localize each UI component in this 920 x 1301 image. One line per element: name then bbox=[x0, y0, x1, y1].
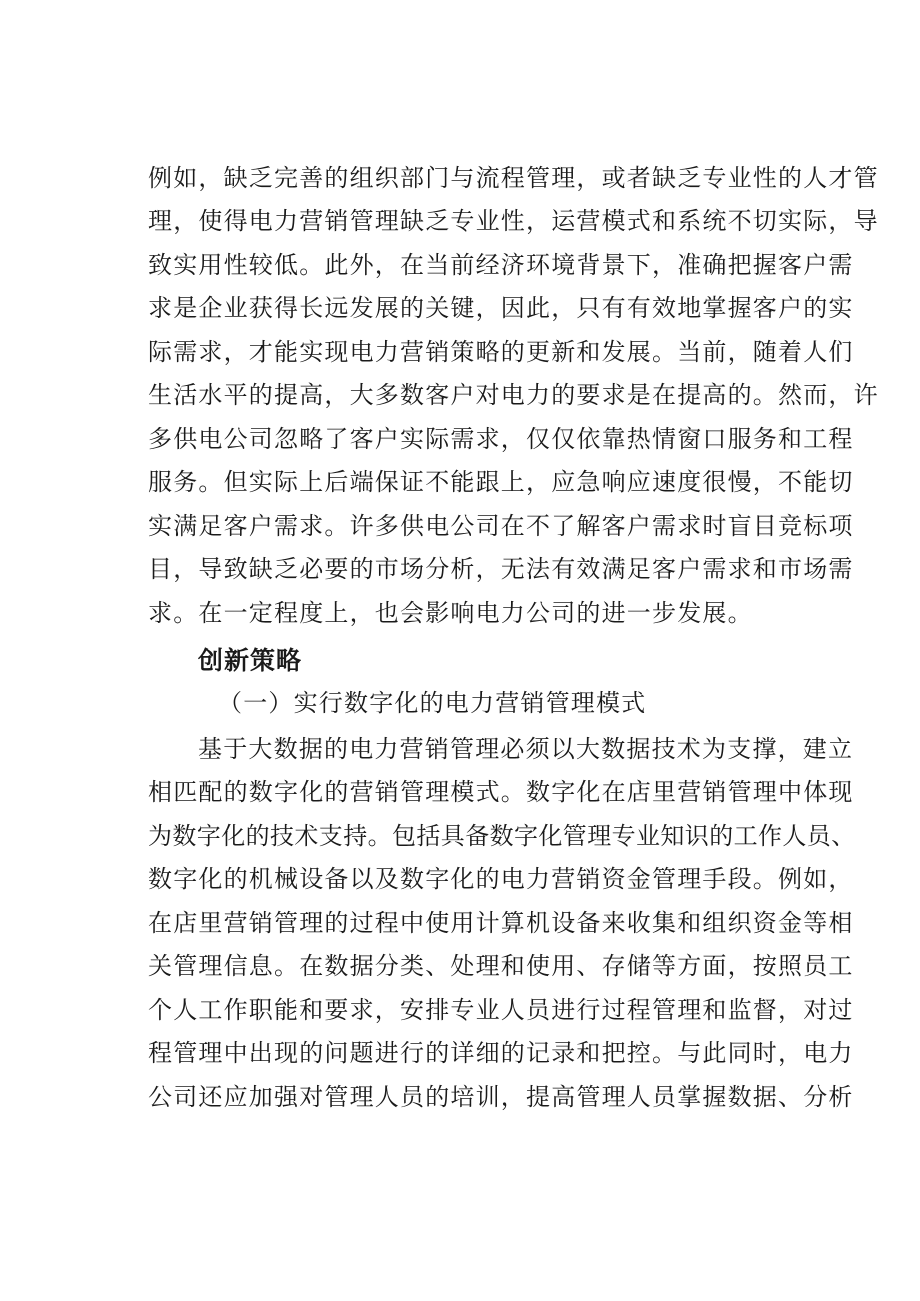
paragraph-1-line-10: 目，导致缺乏必要的市场分析，无法有效满足客户需求和市场需 bbox=[148, 555, 854, 583]
paragraph-1-line-9: 实满足客户需求。许多供电公司在不了解客户需求时盲目竞标项 bbox=[148, 512, 854, 540]
paragraph-1-line-1: 例如，缺乏完善的组织部门与流程管理，或者缺乏专业性的人才管 bbox=[148, 164, 879, 192]
paragraph-1-line-5: 际需求，才能实现电力营销策略的更新和发展。当前，随着人们 bbox=[148, 338, 854, 366]
paragraph-2-line-7: 个人工作职能和要求，安排专业人员进行过程管理和监督，对过 bbox=[148, 996, 854, 1024]
paragraph-2-line-1: 基于大数据的电力营销管理必须以大数据技术为支撑，建立 bbox=[198, 735, 854, 763]
paragraph-1-line-7: 多供电公司忽略了客户实际需求，仅仅依靠热情窗口服务和工程 bbox=[148, 425, 854, 453]
section-heading: 创新策略 bbox=[198, 646, 303, 675]
paragraph-2-line-8: 程管理中出现的问题进行的详细的记录和把控。与此同时，电力 bbox=[148, 1039, 854, 1067]
paragraph-2-line-4: 数字化的机械设备以及数字化的电力营销资金管理手段。例如， bbox=[148, 865, 854, 893]
paragraph-2-line-6: 关管理信息。在数据分类、处理和使用、存储等方面，按照员工 bbox=[148, 952, 854, 980]
paragraph-2-line-9: 公司还应加强对管理人员的培训，提高管理人员掌握数据、分析 bbox=[148, 1083, 854, 1111]
paragraph-2-line-5: 在店里营销管理的过程中使用计算机设备来收集和组织资金等相 bbox=[148, 909, 854, 937]
paragraph-1-line-8: 服务。但实际上后端保证不能跟上，应急响应速度很慢，不能切 bbox=[148, 468, 854, 496]
subsection-heading: （一）实行数字化的电力营销管理模式 bbox=[218, 689, 647, 717]
paragraph-2-line-3: 为数字化的技术支持。包括具备数字化管理专业知识的工作人员、 bbox=[148, 822, 856, 850]
paragraph-2-line-2: 相匹配的数字化的营销管理模式。数字化在店里营销管理中体现 bbox=[148, 778, 854, 806]
paragraph-1-line-11: 求。在一定程度上，也会影响电力公司的进一步发展。 bbox=[148, 599, 753, 627]
paragraph-1-line-3: 致实用性较低。此外，在当前经济环境背景下，准确把握客户需 bbox=[148, 251, 854, 279]
paragraph-1-line-6: 生活水平的提高，大多数客户对电力的要求是在提高的。然而，许 bbox=[148, 381, 879, 409]
paragraph-1-line-4: 求是企业获得长远发展的关键，因此，只有有效地掌握客户的实 bbox=[148, 294, 854, 322]
paragraph-1-line-2: 理，使得电力营销管理缺乏专业性，运营模式和系统不切实际，导 bbox=[148, 207, 879, 235]
